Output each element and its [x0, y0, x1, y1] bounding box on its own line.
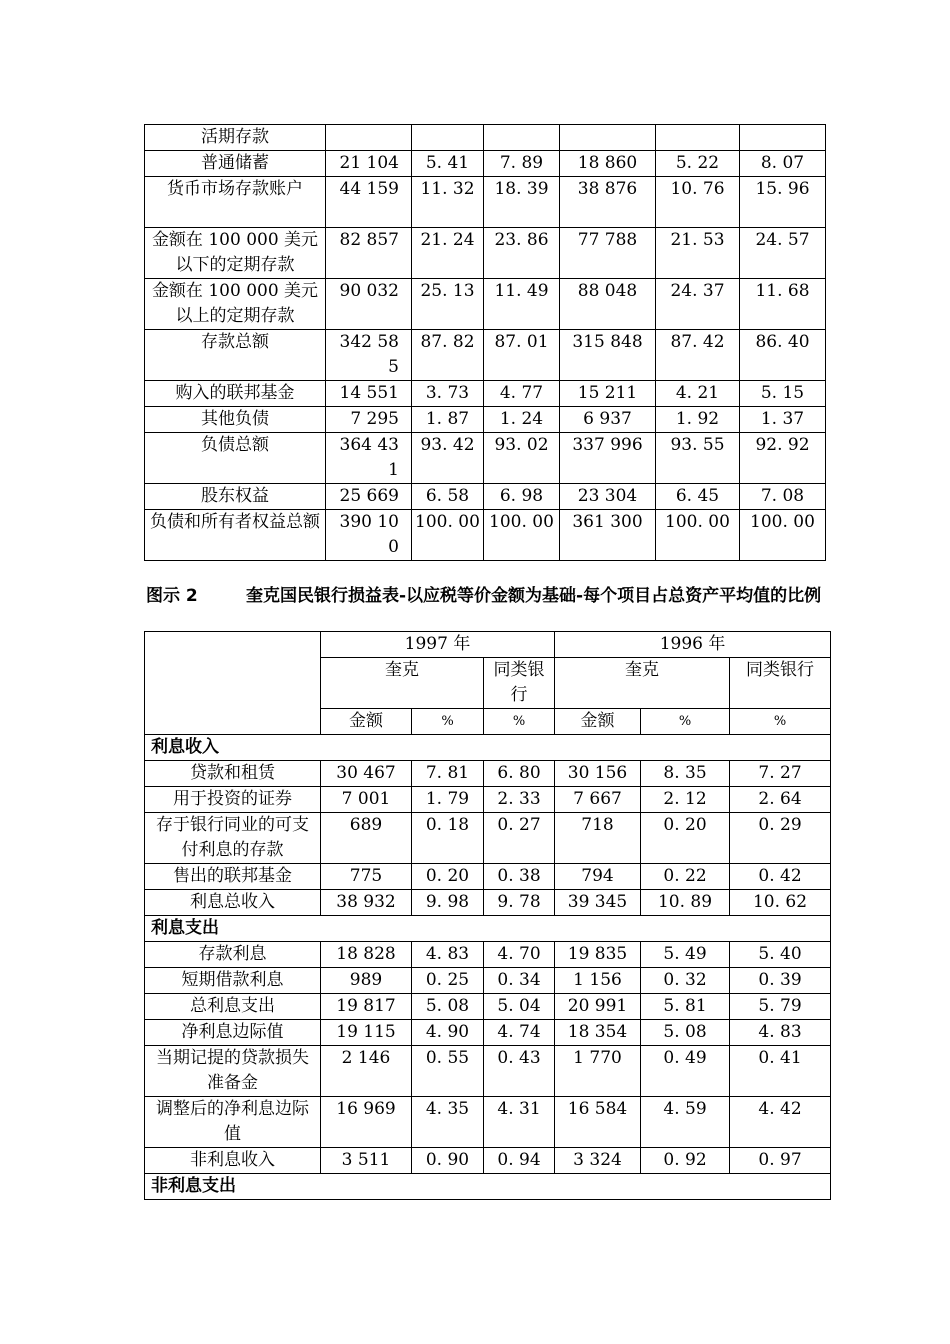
section-title: 利息支出: [145, 916, 831, 942]
value-cell: 15 211: [560, 381, 656, 407]
value-cell: 21 104: [326, 151, 412, 177]
value-cell: 5. 40: [730, 942, 831, 968]
figure-number: 图示 2: [146, 586, 198, 606]
table-row: [145, 994, 831, 1020]
value-cell: 100. 00: [412, 510, 484, 561]
balance-sheet-body: [145, 125, 826, 561]
row-label: 存款总额: [145, 330, 326, 381]
value-cell: 4. 77: [484, 381, 560, 407]
value-cell: 5. 79: [730, 994, 831, 1020]
value-cell: 86. 40: [740, 330, 826, 381]
table-row: [145, 813, 831, 864]
table-row: [145, 151, 826, 177]
value-cell: 2 146: [321, 1046, 412, 1097]
value-cell: 7 295: [326, 407, 412, 433]
value-cell: 5. 22: [656, 151, 740, 177]
value-cell: 0. 34: [484, 968, 555, 994]
value-cell: 718: [555, 813, 641, 864]
section-header-row: [145, 735, 831, 761]
row-label: 货币市场存款账户: [145, 177, 326, 228]
value-cell: [656, 125, 740, 151]
row-label: 利息总收入: [145, 890, 321, 916]
value-cell: 4. 59: [641, 1097, 730, 1148]
value-cell: 5. 81: [641, 994, 730, 1020]
quaker-1997-header: 奎克: [321, 658, 484, 709]
value-cell: 342 585: [326, 330, 412, 381]
value-cell: 775: [321, 864, 412, 890]
value-cell: 0. 22: [641, 864, 730, 890]
value-cell: 18 354: [555, 1020, 641, 1046]
value-cell: 989: [321, 968, 412, 994]
value-cell: [326, 125, 412, 151]
value-cell: 337 996: [560, 433, 656, 484]
amount-header: 金额: [555, 709, 641, 735]
value-cell: 6. 45: [656, 484, 740, 510]
value-cell: 25 669: [326, 484, 412, 510]
value-cell: 6. 98: [484, 484, 560, 510]
value-cell: 5. 08: [412, 994, 484, 1020]
income-statement-body: [145, 735, 831, 1200]
value-cell: 0. 25: [412, 968, 484, 994]
table-row: [145, 407, 826, 433]
value-cell: 0. 39: [730, 968, 831, 994]
value-cell: 1. 37: [740, 407, 826, 433]
year-1996-header: 1996 年: [555, 632, 831, 658]
value-cell: 38 876: [560, 177, 656, 228]
value-cell: 9. 78: [484, 890, 555, 916]
balance-sheet-table: [144, 124, 826, 561]
value-cell: 18 828: [321, 942, 412, 968]
table-row: [145, 381, 826, 407]
value-cell: 18 860: [560, 151, 656, 177]
section-title: 利息收入: [145, 735, 831, 761]
value-cell: 0. 27: [484, 813, 555, 864]
table-row: [145, 1148, 831, 1174]
section-title: 非利息支出: [145, 1174, 831, 1200]
value-cell: 4. 31: [484, 1097, 555, 1148]
table-row: [145, 177, 826, 228]
value-cell: 44 159: [326, 177, 412, 228]
value-cell: 20 991: [555, 994, 641, 1020]
value-cell: 7 667: [555, 787, 641, 813]
value-cell: 7. 27: [730, 761, 831, 787]
value-cell: 0. 18: [412, 813, 484, 864]
value-cell: 794: [555, 864, 641, 890]
value-cell: [560, 125, 656, 151]
value-cell: 0. 41: [730, 1046, 831, 1097]
table-row: [145, 484, 826, 510]
value-cell: 1 156: [555, 968, 641, 994]
value-cell: 23 304: [560, 484, 656, 510]
value-cell: 4. 74: [484, 1020, 555, 1046]
value-cell: 3. 73: [412, 381, 484, 407]
value-cell: 10. 89: [641, 890, 730, 916]
row-label: 其他负债: [145, 407, 326, 433]
value-cell: 1. 92: [656, 407, 740, 433]
table-row: [145, 125, 826, 151]
value-cell: 14 551: [326, 381, 412, 407]
value-cell: 0. 20: [412, 864, 484, 890]
value-cell: 38 932: [321, 890, 412, 916]
section-header-row: [145, 916, 831, 942]
value-cell: 2. 33: [484, 787, 555, 813]
value-cell: 315 848: [560, 330, 656, 381]
value-cell: 0. 29: [730, 813, 831, 864]
value-cell: 87. 82: [412, 330, 484, 381]
value-cell: 1. 79: [412, 787, 484, 813]
row-label: 售出的联邦基金: [145, 864, 321, 890]
row-label: 总利息支出: [145, 994, 321, 1020]
value-cell: 5. 41: [412, 151, 484, 177]
row-label: 非利息收入: [145, 1148, 321, 1174]
value-cell: 100. 00: [484, 510, 560, 561]
value-cell: 77 788: [560, 228, 656, 279]
table-row: [145, 968, 831, 994]
value-cell: 0. 32: [641, 968, 730, 994]
figure-title: 奎克国民银行损益表-以应税等价金额为基础-每个项目占总资产平均值的比例: [246, 586, 822, 606]
peer-1997-header: 同类银行: [484, 658, 555, 709]
row-label: 贷款和租赁: [145, 761, 321, 787]
row-label: 负债和所有者权益总额: [145, 510, 326, 561]
row-label: 普通储蓄: [145, 151, 326, 177]
table-row: [145, 1020, 831, 1046]
value-cell: 93. 55: [656, 433, 740, 484]
value-cell: 6. 58: [412, 484, 484, 510]
value-cell: 4. 21: [656, 381, 740, 407]
value-cell: 8. 35: [641, 761, 730, 787]
value-cell: 0. 55: [412, 1046, 484, 1097]
value-cell: 5. 15: [740, 381, 826, 407]
value-cell: 2. 64: [730, 787, 831, 813]
value-cell: 1 770: [555, 1046, 641, 1097]
value-cell: 0. 20: [641, 813, 730, 864]
row-label: 存于银行同业的可支付利息的存款: [145, 813, 321, 864]
row-label: 负债总额: [145, 433, 326, 484]
value-cell: 5. 49: [641, 942, 730, 968]
value-cell: 93. 02: [484, 433, 560, 484]
quaker-1996-header: 奎克: [555, 658, 730, 709]
value-cell: 4. 90: [412, 1020, 484, 1046]
value-cell: 21. 53: [656, 228, 740, 279]
value-cell: 4. 35: [412, 1097, 484, 1148]
value-cell: 11. 49: [484, 279, 560, 330]
value-cell: 25. 13: [412, 279, 484, 330]
value-cell: 1. 87: [412, 407, 484, 433]
value-cell: 24. 57: [740, 228, 826, 279]
value-cell: 364 431: [326, 433, 412, 484]
row-label: 短期借款利息: [145, 968, 321, 994]
value-cell: 6 937: [560, 407, 656, 433]
percent-header: %: [412, 709, 484, 735]
value-cell: 390 100: [326, 510, 412, 561]
value-cell: 39 345: [555, 890, 641, 916]
value-cell: 19 115: [321, 1020, 412, 1046]
value-cell: 0. 38: [484, 864, 555, 890]
header-blank-cell: [145, 632, 321, 735]
percent-header: %: [730, 709, 831, 735]
value-cell: 4. 70: [484, 942, 555, 968]
value-cell: 93. 42: [412, 433, 484, 484]
value-cell: 10. 76: [656, 177, 740, 228]
table-row: [145, 787, 831, 813]
year-1997-header: 1997 年: [321, 632, 555, 658]
value-cell: 10. 62: [730, 890, 831, 916]
value-cell: 24. 37: [656, 279, 740, 330]
value-cell: [484, 125, 560, 151]
value-cell: 30 156: [555, 761, 641, 787]
percent-header: %: [484, 709, 555, 735]
value-cell: 0. 43: [484, 1046, 555, 1097]
table-row: [145, 1046, 831, 1097]
value-cell: 5. 08: [641, 1020, 730, 1046]
value-cell: 18. 39: [484, 177, 560, 228]
value-cell: 100. 00: [656, 510, 740, 561]
value-cell: 23. 86: [484, 228, 560, 279]
income-statement-table: [144, 631, 831, 1200]
value-cell: 0. 97: [730, 1148, 831, 1174]
row-label: 当期记提的贷款损失准备金: [145, 1046, 321, 1097]
value-cell: 88 048: [560, 279, 656, 330]
value-cell: 9. 98: [412, 890, 484, 916]
peer-1996-header: 同类银行: [730, 658, 831, 709]
value-cell: 4. 83: [412, 942, 484, 968]
table-row: [145, 864, 831, 890]
table-row: [145, 330, 826, 381]
value-cell: 92. 92: [740, 433, 826, 484]
value-cell: 3 324: [555, 1148, 641, 1174]
value-cell: 19 835: [555, 942, 641, 968]
value-cell: 7. 81: [412, 761, 484, 787]
value-cell: 1. 24: [484, 407, 560, 433]
table-row: [145, 228, 826, 279]
value-cell: 19 817: [321, 994, 412, 1020]
row-label: 股东权益: [145, 484, 326, 510]
value-cell: 16 969: [321, 1097, 412, 1148]
row-label: 金额在 100 000 美元以上的定期存款: [145, 279, 326, 330]
value-cell: 0. 90: [412, 1148, 484, 1174]
table-row: [145, 279, 826, 330]
value-cell: [740, 125, 826, 151]
row-label: 净利息边际值: [145, 1020, 321, 1046]
value-cell: 82 857: [326, 228, 412, 279]
row-label: 活期存款: [145, 125, 326, 151]
amount-header: 金额: [321, 709, 412, 735]
value-cell: 0. 42: [730, 864, 831, 890]
value-cell: 21. 24: [412, 228, 484, 279]
value-cell: 689: [321, 813, 412, 864]
table-row: [145, 510, 826, 561]
value-cell: 87. 42: [656, 330, 740, 381]
table-row: [145, 942, 831, 968]
value-cell: 90 032: [326, 279, 412, 330]
table-row: [145, 890, 831, 916]
value-cell: 7 001: [321, 787, 412, 813]
value-cell: 2. 12: [641, 787, 730, 813]
value-cell: 8. 07: [740, 151, 826, 177]
value-cell: 5. 04: [484, 994, 555, 1020]
value-cell: 0. 92: [641, 1148, 730, 1174]
value-cell: 361 300: [560, 510, 656, 561]
value-cell: 100. 00: [740, 510, 826, 561]
row-label: 金额在 100 000 美元以下的定期存款: [145, 228, 326, 279]
value-cell: 7. 89: [484, 151, 560, 177]
table-row: [145, 433, 826, 484]
value-cell: 11. 68: [740, 279, 826, 330]
value-cell: 4. 42: [730, 1097, 831, 1148]
section-header-row: [145, 1174, 831, 1200]
value-cell: 6. 80: [484, 761, 555, 787]
table-row: [145, 761, 831, 787]
table-row: [145, 1097, 831, 1148]
value-cell: 0. 49: [641, 1046, 730, 1097]
value-cell: 87. 01: [484, 330, 560, 381]
row-label: 存款利息: [145, 942, 321, 968]
value-cell: 0. 94: [484, 1148, 555, 1174]
row-label: 调整后的净利息边际值: [145, 1097, 321, 1148]
value-cell: 15. 96: [740, 177, 826, 228]
value-cell: [412, 125, 484, 151]
row-label: 购入的联邦基金: [145, 381, 326, 407]
value-cell: 30 467: [321, 761, 412, 787]
value-cell: 3 511: [321, 1148, 412, 1174]
percent-header: %: [641, 709, 730, 735]
income-statement-header: [145, 632, 831, 735]
figure-2-caption: [146, 584, 826, 609]
row-label: 用于投资的证券: [145, 787, 321, 813]
value-cell: 7. 08: [740, 484, 826, 510]
value-cell: 16 584: [555, 1097, 641, 1148]
value-cell: 11. 32: [412, 177, 484, 228]
value-cell: 4. 83: [730, 1020, 831, 1046]
